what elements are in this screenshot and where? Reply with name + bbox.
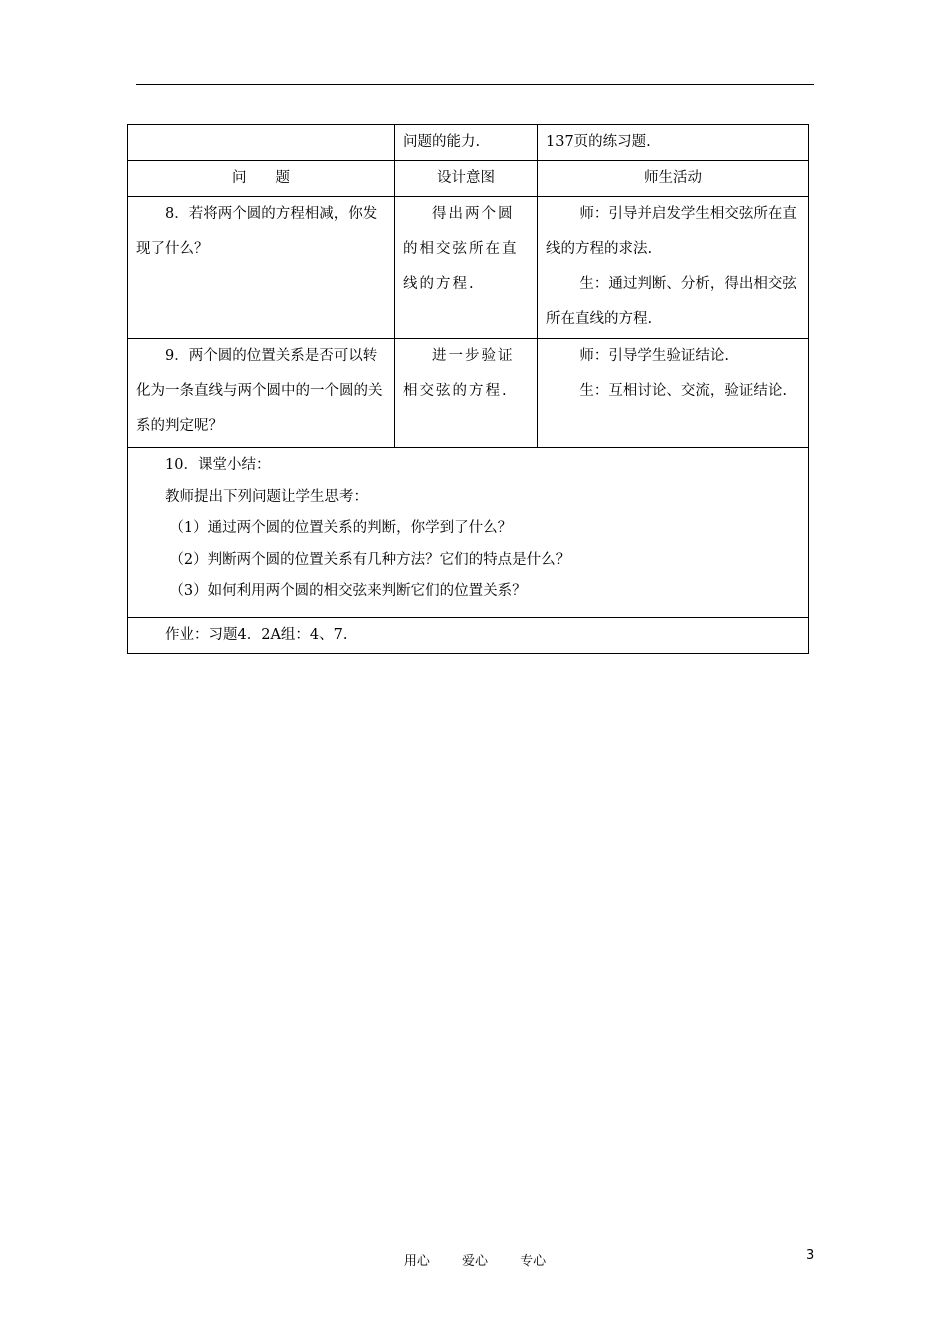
homework-row — [128, 618, 809, 654]
summary-item: （3）如何利用两个圆的相交弦来判断它们的位置关系？ — [169, 583, 527, 599]
table-row — [128, 197, 809, 339]
summary-item: （2）判断两个圆的位置关系有几种方法？它们的特点是什么？ — [169, 551, 571, 568]
activity-cell — [538, 197, 809, 339]
table-cell: 问题的能力. — [395, 125, 538, 161]
summary-item: （1）通过两个圆的位置关系的判断，你学到了什么？ — [169, 520, 513, 536]
question-text: 8．若将两个圆的方程相减，你发现了什么？ — [136, 206, 378, 257]
header-rule — [136, 84, 814, 85]
column-header-question: 问 题 — [128, 161, 395, 197]
table-row — [128, 339, 809, 448]
summary-row — [128, 448, 809, 618]
student-activity: 生：互相讨论、交流，验证结论. — [579, 383, 787, 399]
lesson-table — [127, 124, 809, 654]
intent-cell — [395, 197, 538, 339]
question-cell — [128, 339, 395, 448]
table-cell — [128, 125, 395, 161]
question-cell — [128, 197, 395, 339]
question-text: 9．两个圆的位置关系是否可以转化为一条直线与两个圆中的一个圆的关系的判定呢？ — [136, 348, 383, 434]
teacher-activity: 师：引导并启发学生相交弦所在直线的方程的求法. — [546, 206, 797, 257]
intent-cell — [395, 339, 538, 448]
homework-cell — [128, 618, 809, 654]
footer-word: 专心 — [520, 1254, 547, 1269]
column-header-intent: 设计意图 — [395, 161, 538, 197]
footer-word: 爱心 — [461, 1254, 488, 1269]
summary-title: 10．课堂小结： — [165, 457, 271, 473]
summary-intro: 教师提出下列问题让学生思考： — [165, 488, 368, 505]
summary-cell — [128, 448, 809, 618]
student-activity: 生：通过判断、分析，得出相交弦所在直线的方程. — [546, 276, 797, 327]
homework-text: 作业：习题4．2A组：4、7. — [165, 627, 348, 643]
table-cell: 137页的练习题. — [538, 125, 809, 161]
teacher-activity: 师：引导学生验证结论. — [579, 348, 729, 364]
table-header-row — [128, 161, 809, 197]
column-header-activity: 师生活动 — [538, 161, 809, 197]
activity-cell — [538, 339, 809, 448]
intent-text: 得出两个圆的相交弦所在直线的方程. — [403, 206, 519, 292]
footer-word: 用心 — [403, 1254, 430, 1269]
table-row — [128, 125, 809, 161]
intent-text: 进一步验证相交弦的方程. — [403, 348, 515, 399]
page-number: 3 — [806, 1248, 815, 1263]
